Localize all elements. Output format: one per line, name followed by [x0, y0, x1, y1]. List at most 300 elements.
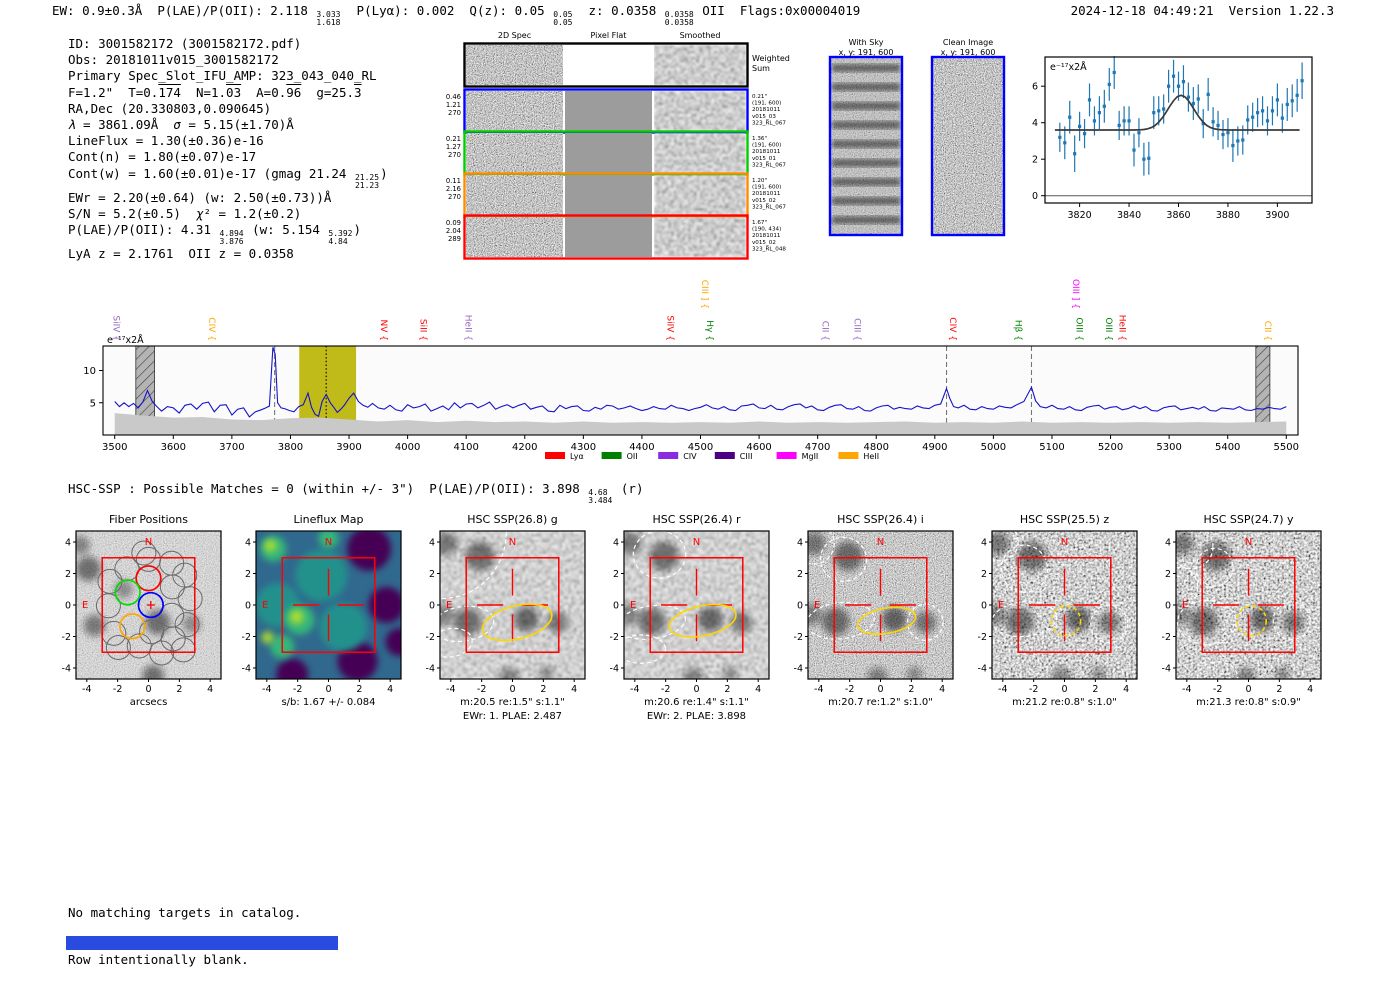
spectrum-x-tick: 4700 [804, 442, 831, 453]
twod-row-right-label: 323_RL_067 [752, 162, 786, 169]
stacked-uncertainty: 4.68 3.484 [588, 488, 613, 505]
emission-line-label: OIII { [1102, 317, 1113, 341]
emission-line-label: SiII { [417, 318, 428, 341]
panel-x-tick: -2 [1212, 684, 1223, 695]
panel-y-tick: -2 [793, 631, 803, 643]
spectrum-x-tick: 5400 [1214, 442, 1241, 453]
panel-x-tick: 4 [755, 684, 762, 695]
panel-y-tick: 0 [1164, 600, 1171, 612]
galaxy-blob [1201, 542, 1230, 571]
panel-x-tick: 0 [325, 684, 332, 695]
data-point [1226, 131, 1229, 134]
twod-row-right-label: 323_RL_048 [752, 246, 786, 253]
data-point [1088, 98, 1091, 101]
panel-x-tick: 0 [509, 684, 516, 695]
data-point [1301, 79, 1304, 82]
zoom-x-tick: 3840 [1116, 210, 1142, 221]
full-spectrum-plot [83, 279, 1299, 461]
twod-row-right-label: (191, 600) [752, 100, 782, 107]
compass-north: N [876, 537, 885, 548]
legend-swatch [602, 452, 622, 459]
galaxy-blob [1250, 607, 1275, 632]
data-point [1063, 141, 1066, 144]
panel-y-tick: -2 [61, 631, 71, 643]
data-point [1221, 133, 1224, 136]
panel-x-tick: -2 [476, 684, 487, 695]
panel-caption: m:20.7 re:1.2" s:1.0" [828, 697, 933, 708]
data-point [1216, 124, 1219, 127]
info-line: λ = 3861.09Å σ = 5.15(±1.70)Å [68, 117, 294, 133]
info-line: Primary Spec_Slot_IFU_AMP: 323_043_040_RL [68, 68, 377, 84]
legend-label: OII [626, 452, 638, 461]
info-line: LineFlux = 1.30(±0.36)e-16 [68, 133, 264, 149]
stacked-uncertainty: 3.033 1.618 [316, 10, 341, 27]
compass-east: E [814, 600, 821, 611]
zoom-x-tick: 3900 [1265, 210, 1290, 221]
twod-row-right-label: 0.21" [752, 94, 768, 100]
info-line: EWr = 2.20(±0.64) (w: 2.50(±0.73))Å [68, 189, 332, 205]
data-point [1127, 119, 1130, 122]
zoom-y-tick: 4 [1031, 118, 1038, 130]
emission-line-label: HeII { [462, 314, 473, 341]
panel-title: HSC SSP(25.5) z [1019, 513, 1110, 526]
panel-hsc-ssp-25-5-z [978, 513, 1137, 708]
report-timestamp: 2024-12-18 04:49:21 [1070, 3, 1214, 18]
data-point [1207, 93, 1210, 96]
panel-hsc-ssp-26-4-i [794, 513, 953, 708]
panel-x-tick: -4 [814, 684, 824, 695]
zoom-y-tick: 6 [1031, 81, 1038, 93]
galaxy-blob [1171, 532, 1194, 555]
panel-x-tick: -4 [262, 684, 272, 695]
galaxy-blob [145, 610, 170, 635]
panel-x-label: arcsecs [129, 697, 168, 708]
panel-title: Fiber Positions [109, 513, 188, 526]
twod-row-right-label: (191, 600) [752, 184, 782, 191]
galaxy-blob [698, 607, 723, 632]
pixel-flat-image [565, 133, 652, 173]
pixel-flat-image [565, 91, 652, 131]
data-point [1251, 116, 1254, 119]
footer-line-1: No matching targets in catalog. [68, 905, 302, 920]
info-line: Obs: 20181011v015_3001582172 [68, 52, 279, 68]
panel-lineflux-map [242, 513, 414, 708]
stacked-uncertainty: 0.0358 0.0358 [664, 10, 694, 27]
spectrum-x-tick: 4000 [394, 442, 421, 453]
info-line: Cont(n) = 1.80(±0.07)e-17 [68, 149, 257, 165]
panel-y-tick: -4 [793, 663, 803, 675]
panel-x-tick: 2 [908, 684, 915, 695]
fiber-cutouts [830, 57, 1004, 235]
emission-line-label: CIV { [947, 317, 958, 341]
compass-north: N [324, 537, 333, 548]
data-point [1068, 116, 1071, 119]
panel-y-tick: -4 [977, 663, 987, 675]
panel-fiber-positions [62, 513, 221, 708]
panel-caption: m:20.5 re:1.5" s:1.1" [460, 697, 565, 708]
galaxy-blob [882, 607, 907, 632]
panel-y-tick: 2 [64, 569, 71, 581]
pixel-flat-image [565, 45, 652, 85]
galaxy-blob [71, 536, 89, 554]
twod-row-right-label: 20181011 [752, 149, 781, 156]
spectrum-x-tick: 5100 [1039, 442, 1065, 453]
data-point [1157, 109, 1160, 112]
withsky-title [824, 38, 908, 57]
galaxy-blob [1091, 667, 1106, 682]
data-point [1113, 71, 1116, 74]
stacked-uncertainty: 21.25 21.23 [354, 172, 380, 190]
galaxy-blob [435, 532, 458, 555]
galaxy-blob [907, 667, 922, 682]
zoom-x-tick: 3880 [1215, 210, 1241, 221]
twod-row-left-label: 0.46 [445, 93, 461, 101]
galaxy-blob [822, 608, 850, 636]
panel-x-tick: -4 [998, 684, 1008, 695]
galaxy-blob [914, 612, 936, 634]
emission-line-label: Hγ { [703, 320, 714, 341]
panel-y-tick: -4 [61, 663, 71, 675]
withsky-coords: x, y: 191, 600 [838, 47, 894, 57]
withsky-stripe [832, 178, 900, 186]
compass-east: E [1182, 600, 1189, 611]
data-point [1078, 125, 1081, 128]
panel-y-tick: 0 [796, 600, 803, 612]
panel-y-tick: -4 [425, 663, 435, 675]
galaxy-blob [1098, 612, 1120, 634]
data-point [1098, 111, 1101, 114]
data-point [1261, 109, 1264, 112]
emission-line-label: SiIV { [664, 315, 675, 341]
panel-x-tick: 4 [387, 684, 394, 695]
galaxy-blob [987, 532, 1010, 555]
data-point [1291, 99, 1294, 102]
compass-east: E [82, 600, 89, 611]
spectrum-x-tick: 3800 [277, 442, 304, 453]
data-point [1182, 80, 1185, 83]
compass-north: N [144, 537, 153, 548]
spectrum-x-tick: 4500 [687, 442, 714, 453]
spectrum-x-tick: 5300 [1156, 442, 1182, 453]
twod-row-left-label: 1.21 [445, 101, 461, 109]
panel-x-tick: 0 [1245, 684, 1252, 695]
panel-y-tick: 4 [612, 537, 619, 549]
spectrum-x-tick: 4900 [922, 442, 948, 453]
zoom-line-fit-plot [1032, 56, 1312, 221]
twod-row-right-label: (190, 434) [752, 226, 782, 233]
twod-row-left-label: 0.21 [445, 135, 461, 143]
galaxy-blob [1275, 667, 1290, 682]
twod-row-right-label: v015_03 [752, 113, 776, 120]
emission-line-label: OIII ] { [1070, 278, 1081, 309]
compass-east: E [262, 600, 269, 611]
panel-x-tick: 0 [145, 684, 152, 695]
spectrum-x-tick: 5000 [980, 442, 1007, 453]
panel-y-tick: 2 [244, 569, 251, 581]
info-line: S/N = 5.2(±0.5) χ² = 1.2(±0.2) [68, 205, 302, 221]
twod-row-right-label: (191, 600) [752, 142, 782, 149]
withsky-stripe [832, 121, 900, 129]
spectrum-x-tick: 4100 [453, 442, 479, 453]
twod-spec-image [466, 45, 563, 85]
twod-spec-image [466, 217, 563, 257]
spectrum-x-tick: 5200 [1097, 442, 1124, 453]
twod-row-right-label: v015_02 [752, 239, 776, 246]
twod-row-left-label: 2.04 [445, 227, 461, 235]
panel-x-tick: 4 [939, 684, 946, 695]
data-point [1167, 85, 1170, 88]
withsky-stripe [832, 83, 900, 91]
panel-x-tick: 4 [571, 684, 578, 695]
spectrum-x-tick: 4600 [746, 442, 772, 453]
smoothed-image [654, 91, 746, 131]
emission-line-label: OIII { [1073, 317, 1084, 341]
panel-x-tick: -4 [630, 684, 640, 695]
weighted-sum-label: Sum [752, 64, 770, 73]
data-point [1108, 83, 1111, 86]
panel-title: Lineflux Map [293, 513, 364, 526]
panel-caption: EWr: 1. PLAE: 2.487 [462, 711, 563, 722]
panel-y-tick: 2 [428, 569, 435, 581]
report-version: Version 1.22.3 [1228, 3, 1334, 18]
panel-title: HSC SSP(26.8) g [467, 513, 558, 526]
zoom-x-tick: 3820 [1067, 210, 1092, 221]
legend-label: CIII [739, 452, 753, 461]
spectrum-y-tick: 5 [89, 398, 96, 410]
twod-row-right-label: 20181011 [752, 233, 781, 240]
spectrum-x-tick: 4800 [863, 442, 889, 453]
twod-row-left-label: 2.16 [445, 185, 461, 193]
panel-x-tick: -4 [1182, 684, 1192, 695]
panel-y-tick: 2 [796, 569, 803, 581]
galaxy-blob [638, 608, 666, 636]
data-point [1276, 98, 1279, 101]
classification-color-bar [66, 936, 338, 950]
panel-y-tick: -2 [425, 631, 435, 643]
column-title-smoothed: Smoothed [679, 31, 721, 40]
panel-x-tick: -2 [292, 684, 303, 695]
data-point [1172, 75, 1175, 78]
panel-title: HSC SSP(24.7) y [1203, 513, 1294, 526]
pixel-flat-image [565, 217, 652, 257]
panel-x-tick: -2 [112, 684, 123, 695]
galaxy-blob [1006, 608, 1034, 636]
panel-caption: s/b: 1.67 +/- 0.084 [281, 697, 376, 708]
twod-spec-image [466, 175, 563, 215]
panel-y-tick: 4 [980, 537, 987, 549]
galaxy-blob [465, 542, 494, 571]
clean-image [933, 58, 1003, 234]
hsc-ssp-match-line: HSC-SSP : Possible Matches = 0 (within +/- 3") P(LAE)/P(OII): 3.898 4.68 3.484 (r) [68, 481, 644, 505]
legend-label: HeII [863, 452, 880, 461]
header-timestamp-version [1071, 3, 1334, 18]
panel-x-tick: 2 [1092, 684, 1099, 695]
panel-y-tick: -2 [1161, 631, 1171, 643]
panel-y-tick: 0 [980, 600, 987, 612]
panel-x-tick: 0 [877, 684, 884, 695]
clean-image-title [926, 38, 1010, 57]
weighted-sum-label: Weighted [752, 54, 790, 63]
panel-x-tick: 2 [724, 684, 731, 695]
data-point [1177, 85, 1180, 88]
spectrum-x-tick: 3500 [101, 442, 128, 453]
compass-north: N [1244, 537, 1253, 548]
twod-row-left-label: 270 [448, 151, 461, 159]
twod-spec-block [446, 44, 790, 259]
compass-east: E [446, 600, 453, 611]
data-point [1162, 107, 1165, 110]
zoom-y-tick: 2 [1031, 154, 1038, 166]
panel-y-tick: -2 [609, 631, 619, 643]
spectrum-x-tick: 4200 [512, 442, 538, 453]
emission-line-label: CII { [1262, 320, 1273, 341]
panel-x-tick: -2 [660, 684, 671, 695]
data-point [1152, 111, 1155, 114]
column-title-2d-spec: 2D Spec [497, 31, 532, 40]
twod-row-right-label: 1.20" [752, 178, 768, 184]
galaxy-blob [115, 580, 133, 598]
zoom-x-tick: 3860 [1166, 210, 1191, 221]
panel-x-tick: -2 [1028, 684, 1039, 695]
panel-x-tick: 2 [356, 684, 363, 695]
smoothed-image [654, 175, 746, 215]
spectrum-x-tick: 4300 [570, 442, 597, 453]
data-point [1083, 132, 1086, 135]
column-title-pixel-flat: Pixel Flat [590, 31, 627, 40]
panel-title: HSC SSP(26.4) i [837, 513, 924, 526]
panel-y-tick: 2 [980, 569, 987, 581]
spectrum-x-tick: 3700 [219, 442, 245, 453]
data-point [1147, 157, 1150, 160]
twod-row-left-label: 270 [448, 109, 461, 117]
galaxy-blob [1190, 608, 1218, 636]
legend-swatch [658, 452, 678, 459]
spectrum-y-tick: 10 [83, 366, 96, 378]
data-point [1073, 152, 1076, 155]
galaxy-blob [1282, 612, 1304, 634]
panel-caption: EWr: 2. PLAE: 3.898 [646, 711, 747, 722]
data-point [1271, 109, 1274, 112]
stacked-uncertainty: 5.392 4.84 [328, 229, 353, 247]
stacked-uncertainty: 0.05 0.05 [553, 10, 573, 27]
galaxy-blob [619, 532, 642, 555]
panel-x-tick: 4 [1123, 684, 1130, 695]
smoothed-image [654, 217, 746, 257]
withsky-stripe [832, 216, 900, 224]
info-line: LyA z = 2.1761 OII z = 0.0358 [68, 246, 294, 262]
data-point [1296, 94, 1299, 97]
panel-y-tick: 0 [612, 600, 619, 612]
panel-x-tick: 0 [693, 684, 700, 695]
galaxy-blob [514, 607, 539, 632]
panel-y-tick: 0 [428, 600, 435, 612]
data-point [1137, 131, 1140, 134]
twod-row-right-label: v015_01 [752, 155, 776, 162]
twod-row-right-label: v015_02 [752, 197, 776, 204]
twod-row-right-label: 323_RL_067 [752, 120, 786, 127]
zoom-y-tick: 0 [1031, 191, 1038, 203]
stacked-uncertainty: 4.894 3.876 [219, 229, 244, 247]
withsky-stripe [832, 64, 900, 72]
twod-row-right-label: 20181011 [752, 191, 781, 198]
spectrum-flux-units-label: e⁻¹⁷x2Å [107, 335, 144, 346]
legend-swatch [838, 452, 858, 459]
twod-row-left-label: 1.27 [445, 143, 461, 151]
smoothed-image [654, 133, 746, 173]
data-point [1236, 139, 1239, 142]
legend-swatch [545, 452, 565, 459]
withsky-stripe [832, 159, 900, 167]
panel-y-tick: 4 [428, 537, 435, 549]
info-line: F=1.2" T=0.174 N=1.03 A=0.96 g=25.3 [68, 84, 362, 100]
data-point [1103, 105, 1106, 108]
panel-x-tick: -4 [82, 684, 92, 695]
panel-x-tick: 0 [1061, 684, 1068, 695]
spectrum-x-tick: 4400 [629, 442, 655, 453]
panel-title: HSC SSP(26.4) r [652, 513, 741, 526]
galaxy-blob [723, 667, 738, 682]
emission-line-label: CII { [819, 320, 830, 341]
detection-info-block [68, 36, 388, 262]
twod-row-right-label: 323_RL_067 [752, 204, 786, 211]
panel-y-tick: -4 [241, 663, 251, 675]
panel-y-tick: 4 [1164, 537, 1171, 549]
data-point [1192, 102, 1195, 105]
panel-y-tick: 2 [1164, 569, 1171, 581]
twod-row-left-label: 0.11 [445, 177, 461, 185]
panel-y-tick: 4 [244, 537, 251, 549]
panel-hsc-ssp-26-4-r [610, 513, 769, 722]
panel-y-tick: -4 [1161, 663, 1171, 675]
galaxy-blob [76, 556, 101, 581]
data-point [1256, 111, 1259, 114]
spectrum-x-tick: 3900 [336, 442, 362, 453]
twod-row-right-label: 20181011 [752, 107, 781, 114]
info-line: Cont(w) = 1.60(±0.01)e-17 (gmag 21.24 21.25 21.23 ) [68, 165, 388, 190]
withsky-stripe [832, 140, 900, 148]
emission-line-label: CIII { [851, 318, 862, 341]
masked-region-band [1256, 346, 1270, 435]
data-point [1058, 136, 1061, 139]
header-summary-line: EW: 0.9±0.3Å P(LAE)/P(OII): 2.118 3.033 1.618 P(Lyα): 0.002 Q(z): 0.05 0.05 0.05 z: 0.0358 0.0358 0.0358 OII Flags:0x00004019 [52, 3, 861, 27]
legend-label: Lyα [570, 452, 584, 461]
data-point [1212, 120, 1215, 123]
panel-x-tick: 4 [207, 684, 214, 695]
panel-hsc-ssp-24-7-y [1162, 513, 1321, 708]
smoothed-image [654, 45, 746, 85]
galaxy-blob [454, 608, 482, 636]
twod-row-left-label: 0.09 [445, 219, 461, 227]
compass-east: E [998, 600, 1005, 611]
compass-east: E [630, 600, 637, 611]
emission-line-label: NV { [378, 319, 389, 341]
info-line: ID: 3001582172 (3001582172.pdf) [68, 36, 302, 51]
panel-caption: m:21.3 re:0.8" s:0.9" [1196, 697, 1301, 708]
galaxy-blob [649, 542, 678, 571]
panel-y-tick: 2 [612, 569, 619, 581]
compass-north: N [692, 537, 701, 548]
panel-caption: m:21.2 re:0.8" s:1.0" [1012, 697, 1117, 708]
data-point [1123, 119, 1126, 122]
withsky-title-text: With Sky [848, 38, 884, 47]
panel-caption: m:20.6 re:1.4" s:1.1" [644, 697, 749, 708]
data-point [1286, 103, 1289, 106]
info-line: P(LAE)/P(OII): 4.31 4.894 3.876 (w: 5.154 5.392 4.84 ) [68, 222, 362, 247]
compass-north: N [1060, 537, 1069, 548]
panel-y-tick: -4 [609, 663, 619, 675]
data-point [1241, 138, 1244, 141]
pixel-flat-image [565, 175, 652, 215]
